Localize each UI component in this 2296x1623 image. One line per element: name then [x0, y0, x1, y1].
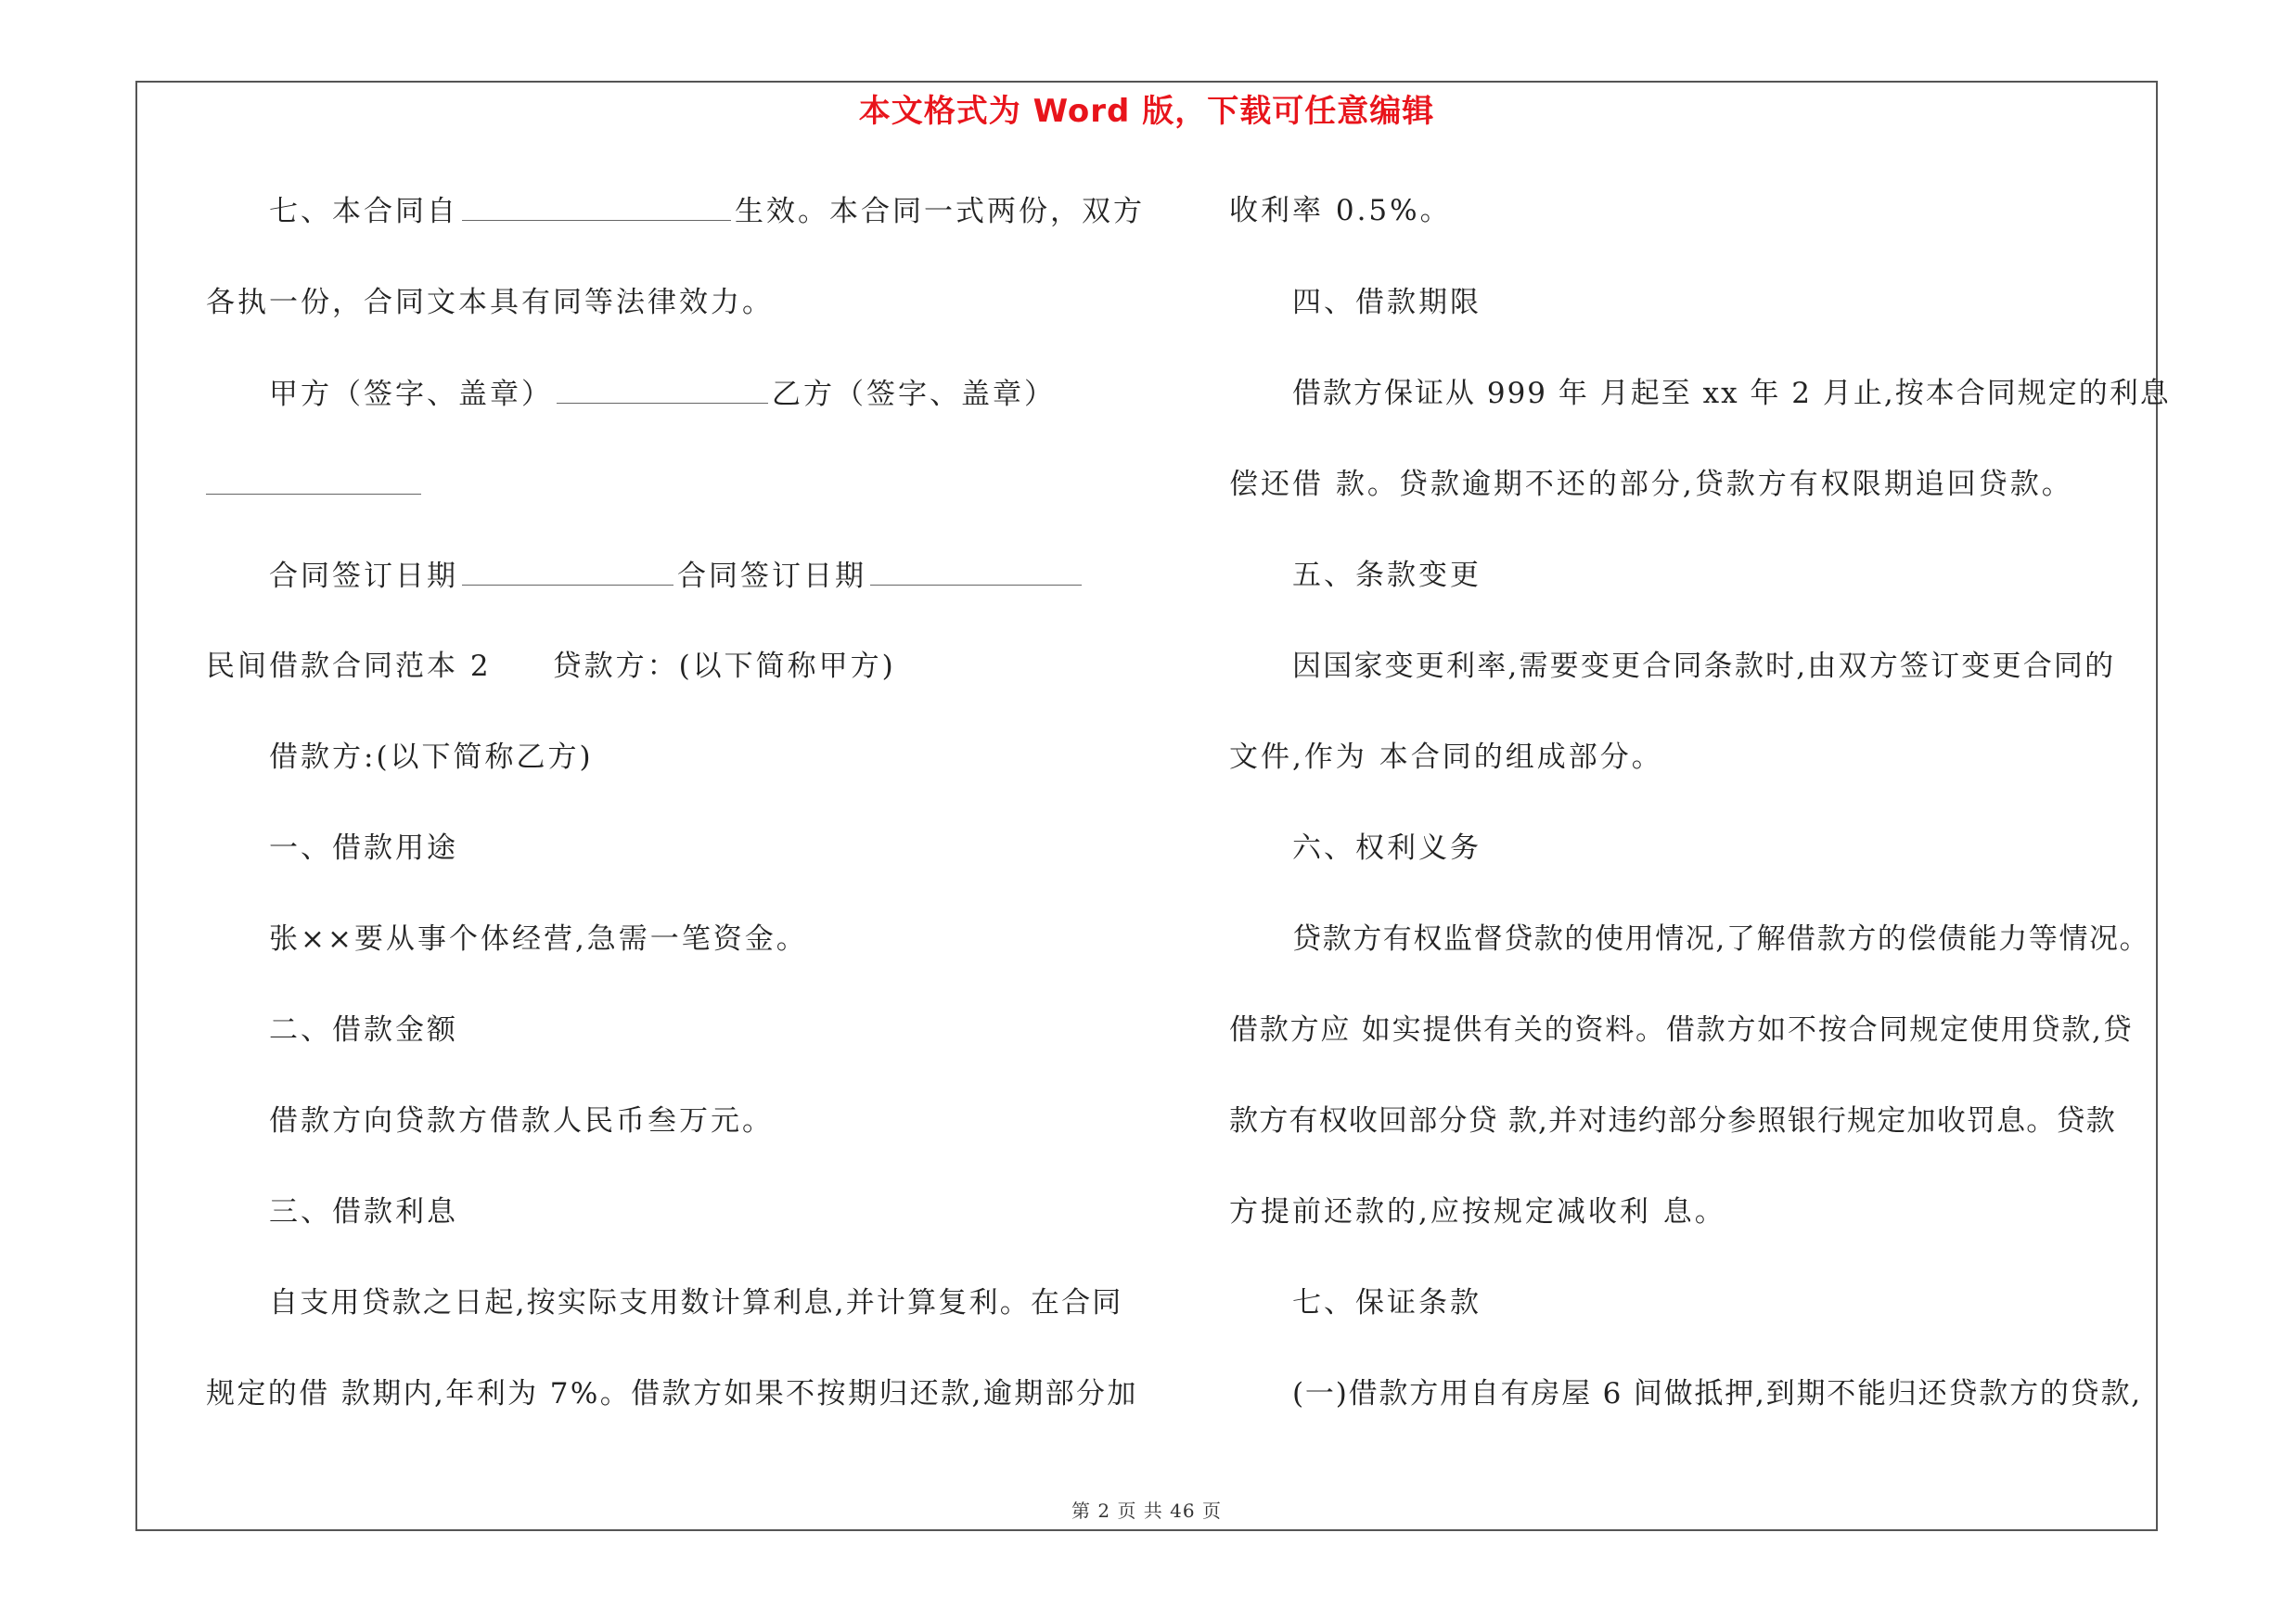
left-line-2: 各执一份，合同文本具有同等法律效力。: [206, 286, 774, 319]
paragraph-line: 张××要从事个体经营,急需一笔资金。: [269, 922, 808, 956]
section-heading: 五、条款变更: [1292, 559, 1481, 592]
section-heading: 六、权利义务: [1292, 831, 1481, 865]
lender-label: 贷款方：(以下简称甲方): [552, 650, 896, 683]
left-line-6: [206, 648, 896, 685]
sign-date-blank-a: [462, 557, 673, 586]
party-a-signature-blank: [557, 375, 768, 404]
paragraph-line: 自支用贷款之日起,按实际支用数计算利息,并计算复利。在合同: [269, 1286, 1123, 1320]
paragraph-line: 收利率 0.5%。: [1229, 194, 1452, 227]
paragraph-line: 借款方向贷款方借款人民币叁万元。: [269, 1104, 774, 1138]
paragraph-line: 借款方应 如实提供有关的资料。借款方如不按合同规定使用贷款,贷: [1229, 1013, 2134, 1047]
left-line-3: [269, 375, 1056, 413]
sign-date-blank-b: [870, 557, 1082, 586]
paragraph-line: 贷款方有权监督贷款的使用情况,了解借款方的偿债能力等情况。: [1292, 922, 2150, 956]
template-title: 民间借款合同范本 2: [206, 650, 492, 683]
section-heading: 三、借款利息: [269, 1195, 458, 1229]
party-a-signature-label: 甲方（签字、盖章）: [269, 378, 553, 411]
word-format-banner: 本文格式为 Word 版，下载可任意编辑: [858, 93, 1435, 130]
page-number-footer: 第 2 页 共 46 页: [1071, 1500, 1222, 1522]
paragraph-line: 偿还借 款。贷款逾期不还的部分,贷款方有权限期追回贷款。: [1229, 468, 2073, 501]
paragraph-line: 因国家变更利率,需要变更合同条款时,由双方签订变更合同的: [1292, 650, 2116, 683]
borrower-label: 借款方:(以下简称乙方): [269, 741, 594, 774]
sign-date-label-b: 合同签订日期: [677, 560, 866, 593]
paragraph-line: 款方有权收回部分贷 款,并对违约部分参照银行规定加收罚息。贷款: [1229, 1104, 2116, 1138]
party-b-signature-label: 乙方（签字、盖章）: [772, 378, 1056, 411]
paragraph-line: 借款方保证从 999 年 月起至 xx 年 2 月止,按本合同规定的利息: [1292, 377, 2171, 410]
left-line-1: [269, 192, 1145, 230]
sign-date-label-a: 合同签订日期: [269, 560, 458, 593]
section-heading: 二、借款金额: [269, 1013, 458, 1047]
left-line-5: [269, 557, 1085, 595]
party-b-signature-blank: [206, 466, 421, 495]
paragraph-line: 文件,作为 本合同的组成部分。: [1229, 741, 1663, 774]
section-heading: 一、借款用途: [269, 831, 458, 865]
paragraph-line: (一)借款方用自有房屋 6 间做抵押,到期不能归还贷款方的贷款,: [1292, 1377, 2142, 1410]
section-heading: 四、借款期限: [1292, 286, 1481, 319]
paragraph-line: 规定的借 款期内,年利为 7%。借款方如果不按期归还款,逾期部分加: [206, 1377, 1138, 1410]
clause-7-effective-end: 生效。本合同一式两份，双方: [735, 195, 1145, 228]
section-heading: 七、保证条款: [1292, 1286, 1481, 1320]
paragraph-line: 方提前还款的,应按规定减收利 息。: [1229, 1195, 1726, 1229]
left-line-4: [206, 466, 425, 504]
effective-date-blank: [462, 192, 731, 221]
clause-7-effective-start: 七、本合同自: [269, 195, 458, 228]
